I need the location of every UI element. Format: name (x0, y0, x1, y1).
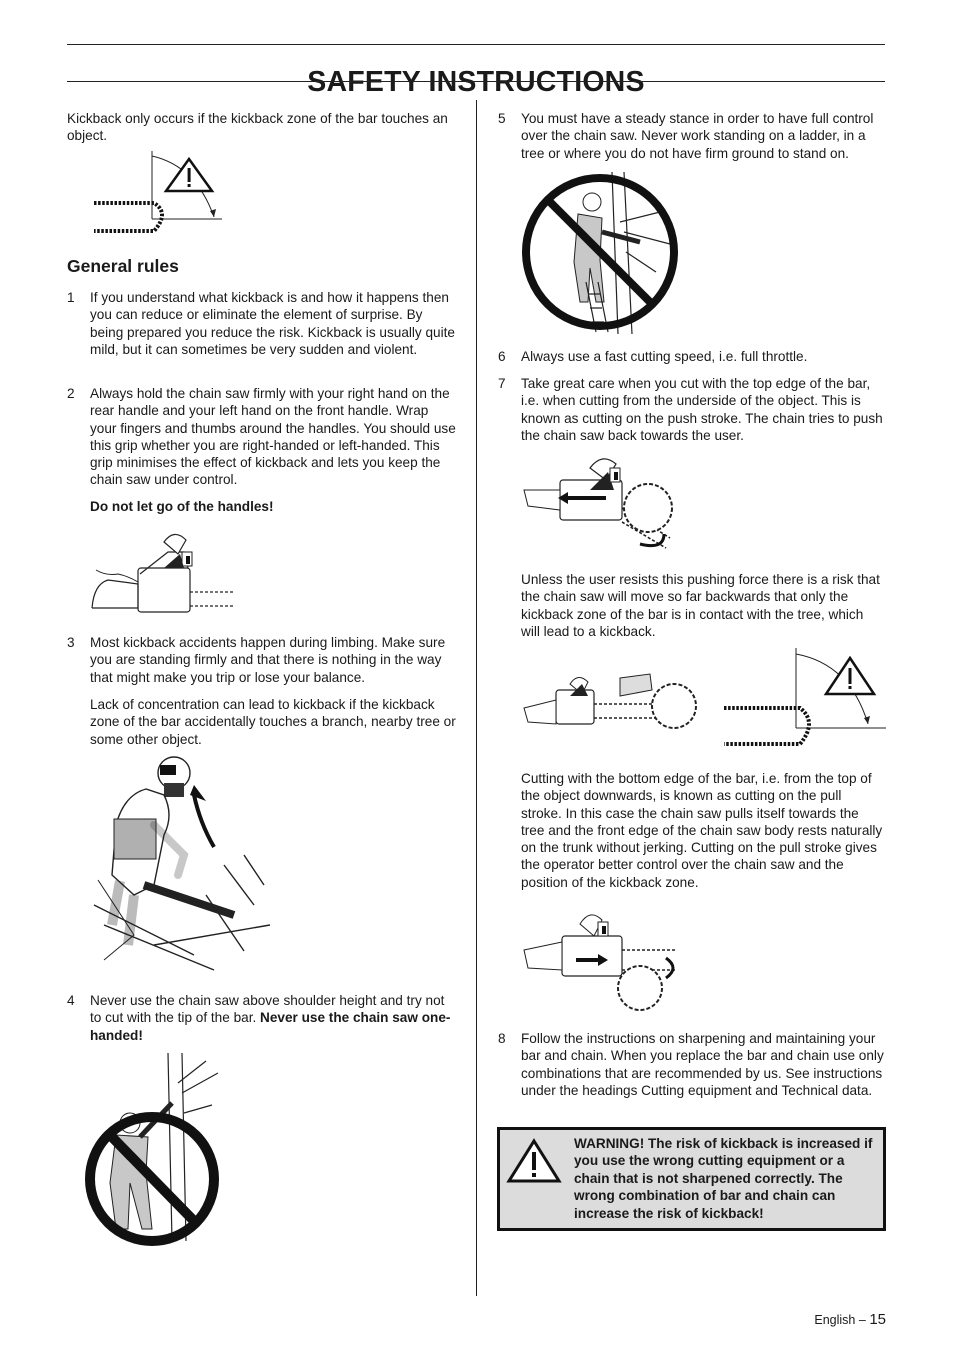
warning-box (497, 1127, 886, 1231)
rule-2-text: Always hold the chain saw firmly with your right hand on the rear handle and your left hand on the front handle. Wrap your fingers and thumbs around the handles. You should use this grip whether you are right-handed or left-handed. This grip minimises the effect of kickback and lets you keep the chain saw under control. (90, 386, 456, 488)
rule-3-text-2: Lack of concentration can lead to kickback if the kickback zone of the bar accidentally touches a branch, nearby tree or some other object. (90, 697, 456, 747)
page-title: SAFETY INSTRUCTIONS (307, 66, 645, 99)
column-divider (476, 100, 477, 1296)
section-heading-general-rules: General rules (67, 256, 179, 276)
rule-5-text: You must have a steady stance in order to have full control over the chain saw. Never work standing on a ladder, in a tree or where you do not have firm ground to stand on. (521, 111, 874, 161)
above-shoulder-prohibited-illustration (88, 1053, 228, 1241)
rule-6-text: Always use a fast cutting speed, i.e. full throttle. (521, 349, 808, 364)
rule-number-7: 7 (498, 376, 506, 391)
rule-7-text: Take great care when you cut with the top edge of the bar, i.e. when cutting from the underside of the object. This is known as cutting on the push stroke. The chain tries to push the chain saw back towards the user. (521, 376, 883, 443)
push-stroke-illustration (520, 450, 680, 556)
chainsaw-tree-contact-illustration (520, 660, 700, 732)
footer-separator: – (858, 1313, 866, 1327)
ladder-tree-prohibited-illustration (520, 172, 684, 334)
limbing-kickback-illustration (94, 755, 274, 970)
warning-triangle-icon (826, 658, 874, 694)
rule-3-text: Most kickback accidents happen during limbing. Make sure you are standing firmly and that there is nothing in the way that might make you trip or lose your balance. (90, 635, 446, 685)
do-not-let-go-warning: Do not let go of the handles! (90, 499, 274, 514)
kickback-zone-diagram-2 (720, 648, 888, 750)
warning-triangle-icon (506, 1138, 562, 1184)
rule-1-text: If you understand what kickback is and how it happens then you can reduce or eliminate the element of surprise. By being prepared you reduce the risk. Kickback is usually quite mild, but it can sometimes be very sudden and violent. (90, 290, 455, 357)
rule-8-text: Follow the instructions on sharpening and maintaining your bar and chain. When you replace the bar and chain use only combinations that are recommended by us. See instructions under the headings Cutting equipment and Technical data. (521, 1031, 884, 1098)
rule-number-3: 3 (67, 635, 75, 650)
page-number: 15 (869, 1311, 886, 1328)
header-rule-bottom (67, 81, 885, 82)
rule-number-8: 8 (498, 1031, 506, 1046)
rule-7-text-3: Cutting with the bottom edge of the bar, i.e. from the top of the object downwards, is known as cutting on the pull stroke. In this case the chain saw pulls itself towards the tree and the front edge of the chain saw body rests naturally on the trunk without jerking. Cutting on the pull stroke gives the operator better control over the chain saw and the position of the kickback zone. (521, 771, 883, 890)
kickback-zone-diagram (92, 151, 224, 241)
chainsaw-grip-illustration (88, 524, 236, 616)
page-footer (814, 1311, 886, 1328)
rule-number-2: 2 (67, 386, 75, 401)
footer-language: English (814, 1313, 856, 1327)
rule-number-5: 5 (498, 111, 506, 126)
rule-number-6: 6 (498, 349, 506, 364)
rule-4-text: Never use the chain saw above shoulder height and try not to cut with the tip of the bar. (90, 993, 445, 1026)
rule-2-bold-note (90, 498, 457, 515)
warning-text: WARNING! The risk of kickback is increased if you use the wrong cutting equipment or a chain that is not sharpened correctly. The wrong combination of bar and chain can increase the risk of kickback! (574, 1136, 873, 1221)
rule-number-4: 4 (67, 993, 75, 1008)
intro-paragraph: Kickback only occurs if the kickback zone of the bar touches an object. (67, 111, 448, 144)
pull-stroke-illustration (520, 896, 684, 1014)
never-one-handed-warning: Never use the chain saw one-handed! (90, 1010, 451, 1043)
rule-number-1: 1 (67, 290, 75, 305)
header-rule-top (67, 44, 885, 45)
rule-7-text-2: Unless the user resists this pushing force there is a risk that the chain saw will move so far backwards that only the kickback zone of the bar is in contact with the tree, which will lead to a kickback. (521, 572, 880, 639)
rule-4-paragraph (90, 992, 457, 1044)
